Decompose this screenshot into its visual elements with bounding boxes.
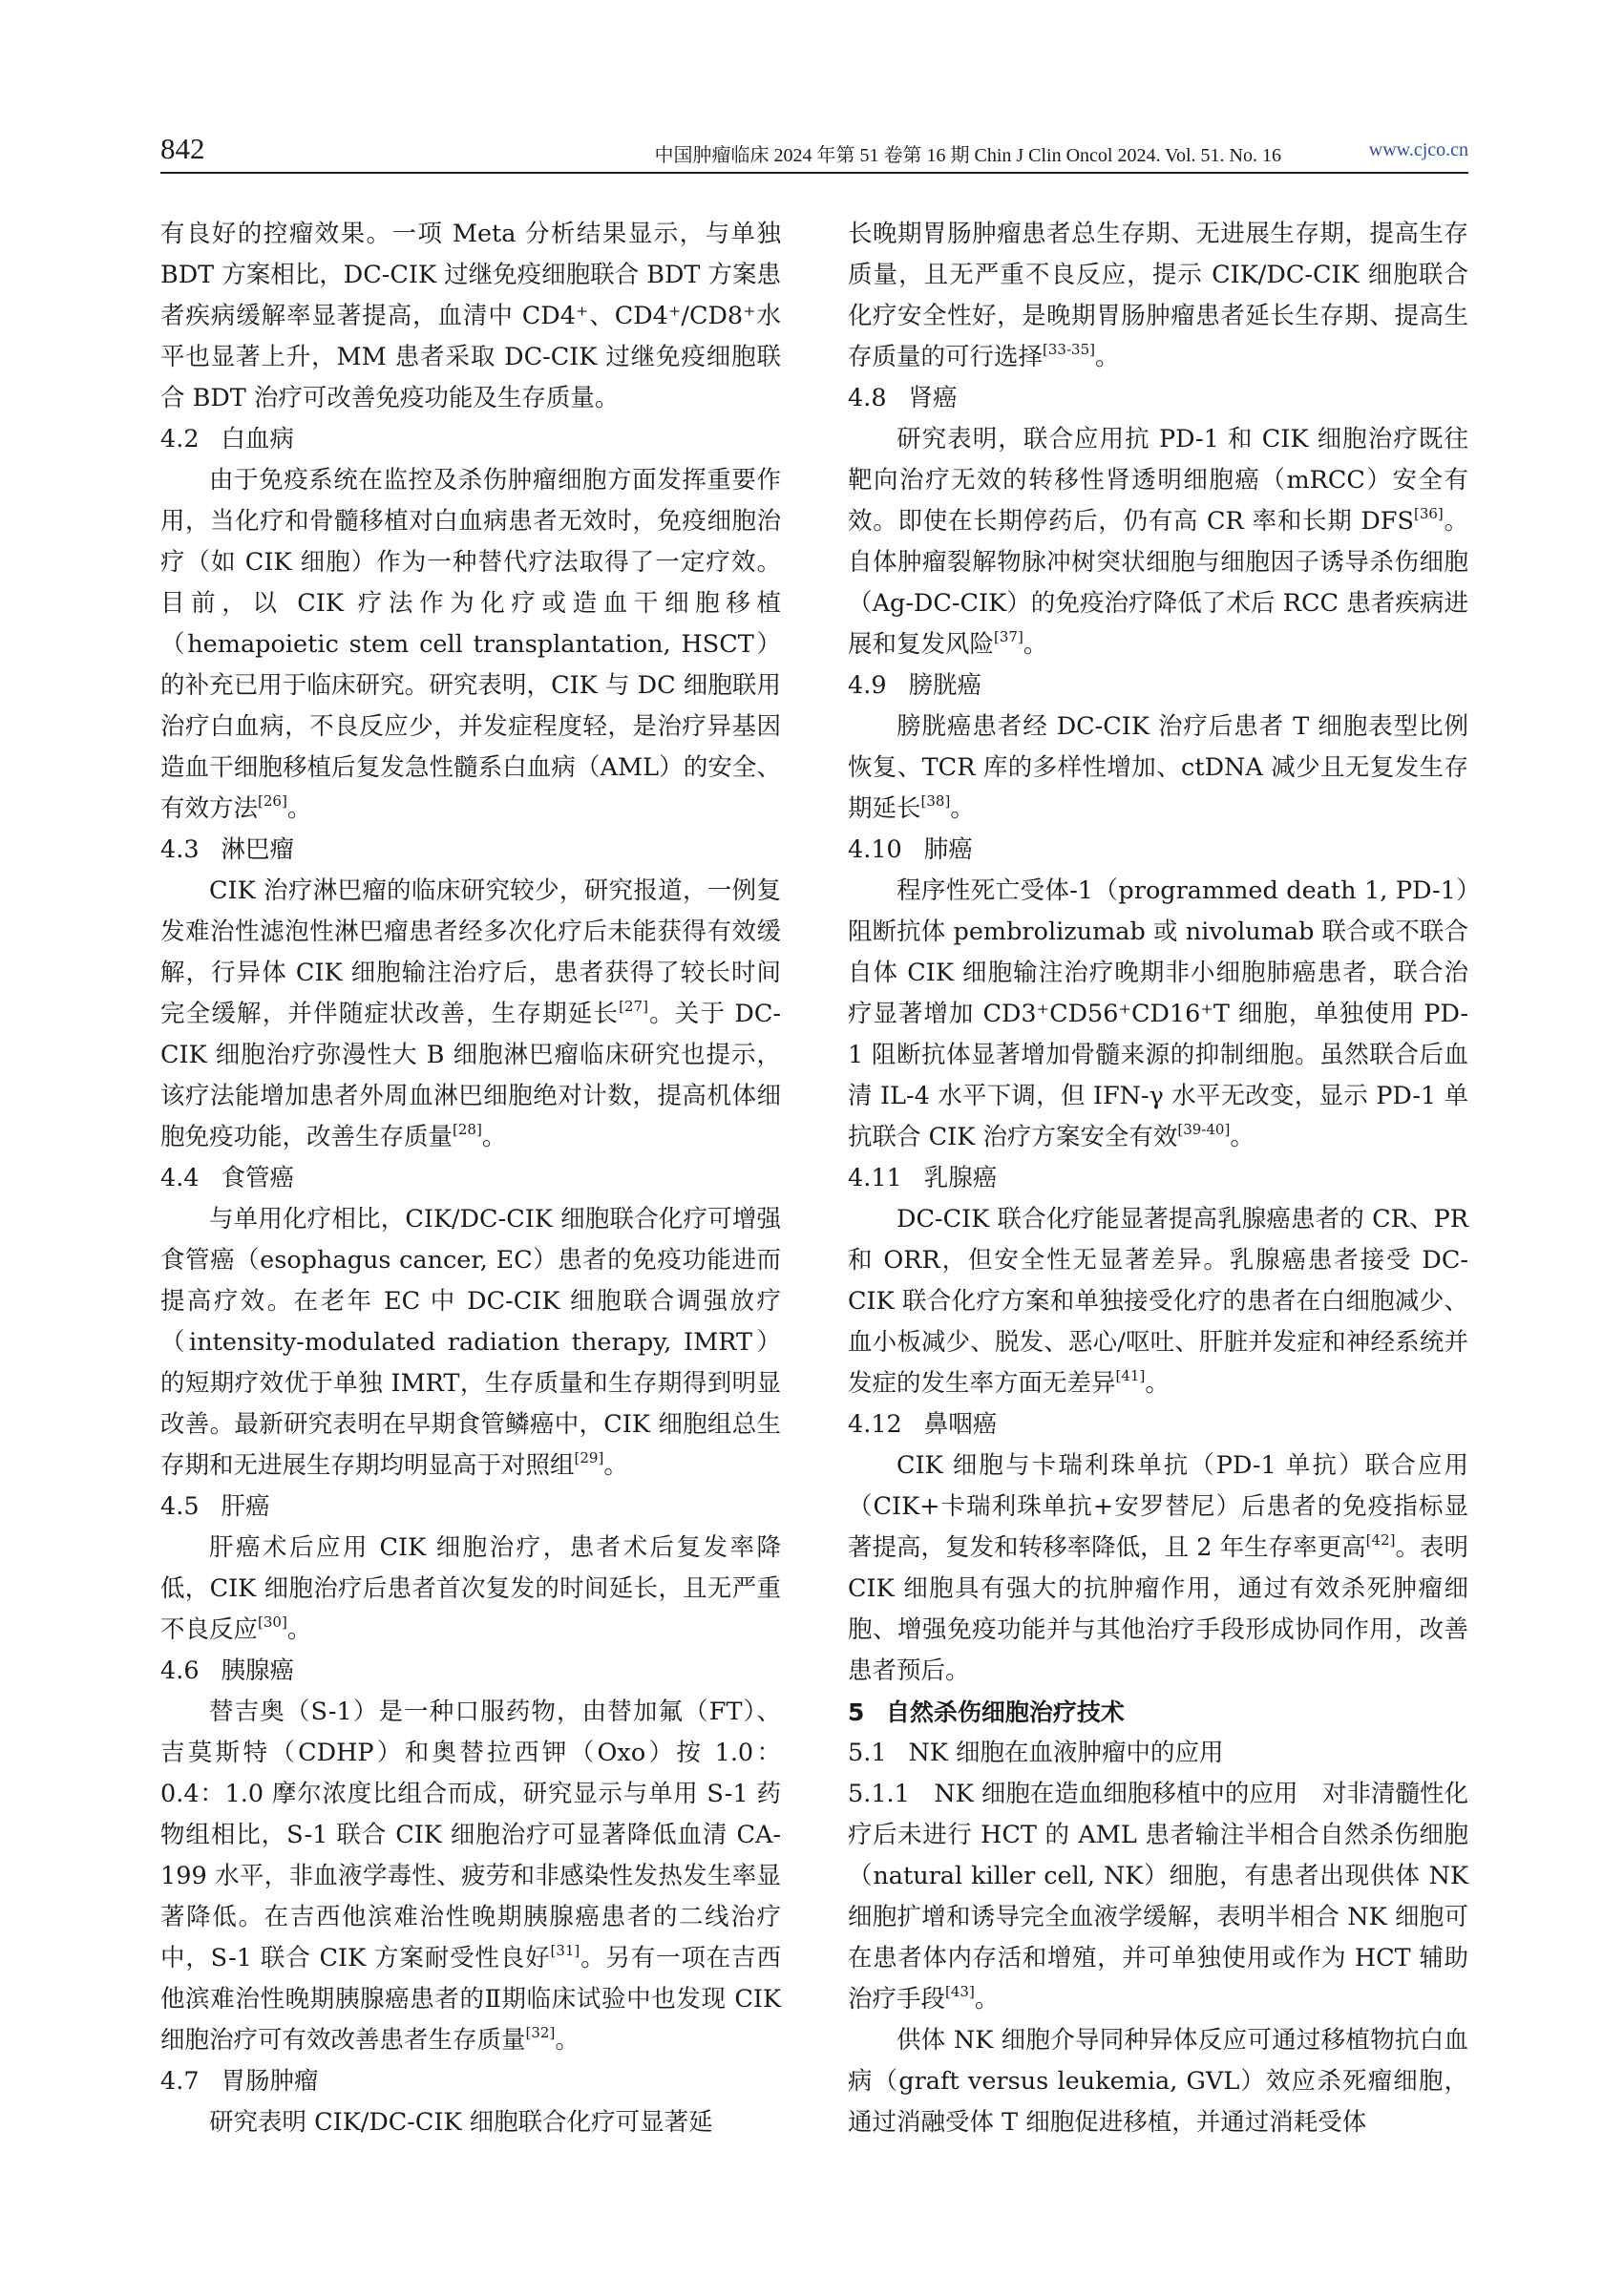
section-heading-4-10 (848, 830, 1468, 871)
section-number: 4.8 (848, 384, 887, 412)
section-title: 乳腺癌 (923, 1164, 998, 1192)
subsection-heading-5-1-1: 5.1.1 NK 细胞在造血细胞移植中的应用 (848, 1780, 1322, 1808)
citation-ref[interactable]: [32] (525, 2023, 556, 2041)
paragraph-text: 与单用化疗相比，CIK/DC-CIK 细胞联合化疗可增强食管癌（esophagus cancer, EC）患者的免疫功能进而提高疗效。在老年 EC 中 DC-CIK 细胞联合调强放疗（intensity-modulated radiation therapy, IMRT）的短期疗效优于单独 IMRT，生存质量和生存期得到明显改善。最新研究表明在早期食管鳞癌中，CIK 细胞组总生存期和无进展生存期均明显高于对照组 (160, 1205, 781, 1480)
section-heading-5 (848, 1692, 1468, 1733)
punctuation: 。 (481, 1123, 507, 1151)
section-number: 4.11 (848, 1164, 902, 1192)
paragraph-nk-hct (848, 1774, 1468, 2020)
paragraph-text: 膀胱癌患者经 DC-CIK 治疗后患者 T 细胞表型比例恢复、TCR 库的多样性增加、ctDNA 减少且无复发生存期延长 (848, 712, 1468, 823)
paragraph-text: 由于免疫系统在监控及杀伤肿瘤细胞方面发挥重要作用，当化疗和骨髓移植对白血病患者无效时，免疫细胞治疗（如 CIK 细胞）作为一种替代疗法取得了一定疗效。目前，以 CIK 疗法作为化疗或造血干细胞移植（hemapoietic stem cell transplantation, HSCT）的补充已用于临床研究。研究表明，CIK 与 DC 细胞联用治疗白血病，不良反应少，并发症程度轻，是治疗异基因造血干细胞移植后复发急性髓系白血病（AML）的安全、有效方法 (160, 466, 781, 823)
citation-ref[interactable]: [42] (1365, 1530, 1396, 1549)
section-heading-4-11 (848, 1158, 1468, 1199)
paragraph-nasopharyngeal (848, 1445, 1468, 1692)
paragraph-text: 。关于 DC-CIK 细胞治疗弥漫性大 B 细胞淋巴瘤临床研究也提示，该疗法能增加患者外周血淋巴细胞绝对计数，提高机体细胞免疫功能，改善生存质量 (160, 1000, 781, 1151)
section-title: 膀胱癌 (908, 671, 982, 700)
paragraph-text: DC-CIK 联合化疗能显著提高乳腺癌患者的 CR、PR 和 ORR，但安全性无显著差异。乳腺癌患者接受 DC-CIK 联合化疗方案和单独接受化疗的患者在白细胞减少、血小板减少、脱发、恶心/呕吐、肝脏并发症和神经系统并发症的发生率方面无差异 (848, 1205, 1468, 1398)
section-title: 胰腺癌 (221, 1656, 295, 1685)
citation-ref[interactable]: [37] (994, 627, 1023, 645)
section-title: 胃肠肿瘤 (221, 2067, 319, 2096)
citation-ref[interactable]: [28] (453, 1120, 482, 1138)
section-heading-4-8 (848, 378, 1468, 419)
section-number: 4.9 (848, 671, 887, 700)
section-title: 自然杀伤细胞治疗技术 (885, 1698, 1125, 1726)
paragraph-leukemia (160, 460, 781, 830)
citation-ref[interactable]: [26] (258, 791, 287, 810)
paragraph-lung (848, 871, 1468, 1158)
section-number: 5 (848, 1698, 865, 1726)
section-number: 4.5 (160, 1492, 200, 1521)
section-heading-4-6 (160, 1651, 781, 1692)
citation-ref[interactable]: [38] (920, 791, 951, 810)
citation-ref[interactable]: [36] (1413, 504, 1444, 522)
paragraph-gastrointestinal-start (160, 2102, 781, 2143)
section-heading-4-9 (848, 665, 1468, 707)
punctuation: 。 (286, 794, 312, 823)
citation-ref[interactable]: [29] (574, 1448, 604, 1466)
section-title: 白血病 (221, 425, 295, 453)
citation-ref[interactable]: [39-40] (1177, 1120, 1231, 1138)
section-title: NK 细胞在血液肿瘤中的应用 (908, 1739, 1224, 1767)
section-number: 4.3 (160, 835, 200, 864)
paragraph-text: 长晚期胃肠肿瘤患者总生存期、无进展生存期，提高生存质量，且无严重不良反应，提示 CIK/DC-CIK 细胞联合化疗安全性好，是晚期胃肠肿瘤患者延长生存期、提高生存质量的可行选择 (848, 220, 1468, 371)
paragraph-text: 。自体肿瘤裂解物脉冲树突状细胞与细胞因子诱导杀伤细胞（Ag-DC-CIK）的免疫治疗降低了术后 RCC 患者疾病进展和复发风险 (848, 507, 1468, 659)
paragraph-text: 对非清髓性化疗后未进行 HCT 的 AML 患者输注半相合自然杀伤细胞（natural killer cell, NK）细胞，有患者出现供体 NK 细胞扩增和诱导完全血液学缓解，表明半相合 NK 细胞可在患者体内存活和增殖，并可单独使用或作为 HCT 辅助治疗手段 (848, 1780, 1468, 2014)
section-heading-4-5 (160, 1487, 781, 1528)
paragraph-esophageal (160, 1199, 781, 1487)
section-title: 食管癌 (221, 1164, 295, 1192)
paragraph-text: 供体 NK 细胞介导同种异体反应可通过移植物抗白血病（graft versus leukemia, GVL）效应杀死瘤细胞，通过消融受体 T 细胞促进移植，并通过消耗受体 (848, 2026, 1468, 2137)
section-number: 5.1 (848, 1739, 887, 1767)
journal-citation: 中国肿瘤临床 2024 年第 51 卷第 16 期 Chin J Clin Oncol 2024. Vol. 51. No. 16 (654, 145, 1281, 166)
section-number: 4.10 (848, 835, 902, 864)
punctuation: 。 (555, 2026, 580, 2055)
section-title: 肺癌 (923, 835, 973, 864)
paragraph-liver (160, 1528, 781, 1651)
section-heading-4-12 (848, 1404, 1468, 1445)
section-heading-4-4 (160, 1158, 781, 1199)
left-column (160, 214, 781, 2143)
paragraph-breast (848, 1199, 1468, 1404)
section-number: 4.7 (160, 2067, 200, 2096)
paragraph-text: 研究表明，联合应用抗 PD-1 和 CIK 细胞治疗既往靶向治疗无效的转移性肾透明细胞癌（mRCC）安全有效。即使在长期停药后，仍有高 CR 率和长期 DFS (848, 425, 1468, 536)
punctuation: 。 (950, 794, 975, 823)
section-number: 4.6 (160, 1656, 200, 1685)
paragraph-pancreatic (160, 1692, 781, 2061)
punctuation: 。 (1145, 1369, 1170, 1398)
paragraph-kidney (848, 419, 1468, 665)
citation-ref[interactable]: [33-35] (1043, 340, 1095, 358)
paragraph-text: 有良好的控瘤效果。一项 Meta 分析结果显示，与单独 BDT 方案相比，DC-CIK 过继免疫细胞联合 BDT 方案患者疾病缓解率显著提高，血清中 CD4⁺、CD4⁺/CD8⁺水平也显著上升，MM 患者采取 DC-CIK 过继免疫细胞联合 BDT 治疗可改善免疫功能及生存质量。 (160, 220, 782, 412)
citation-ref[interactable]: [41] (1115, 1366, 1146, 1384)
right-column (848, 214, 1468, 2143)
section-number: 4.4 (160, 1164, 200, 1192)
section-heading-4-2 (160, 419, 781, 460)
paragraph-lymphoma (160, 871, 781, 1158)
citation-ref[interactable]: [27] (619, 997, 648, 1015)
section-heading-5-1 (848, 1733, 1468, 1774)
header-rule (160, 172, 1468, 174)
paragraph-bladder (848, 707, 1468, 830)
section-heading-4-3 (160, 830, 781, 871)
section-title: 肝癌 (221, 1492, 270, 1521)
section-number: 4.12 (848, 1410, 902, 1439)
paragraph-gastrointestinal-cont (848, 214, 1468, 378)
punctuation: 。 (974, 1985, 1000, 2014)
citation-ref[interactable]: [43] (945, 1982, 975, 2000)
punctuation: 。 (603, 1451, 628, 1480)
paragraph-text: CIK 细胞与卡瑞利珠单抗（PD-1 单抗）联合应用（CIK+卡瑞利珠单抗+安罗替尼）后患者的免疫指标显著提高，复发和转移率降低，且 2 年生存率更高 (848, 1451, 1468, 1562)
section-number: 4.2 (160, 425, 200, 453)
running-header (160, 128, 1468, 172)
page-number: 842 (160, 132, 205, 165)
paragraph-text: 程序性死亡受体-1（programmed death 1, PD-1）阻断抗体 pembrolizumab 或 nivolumab 联合或不联合自体 CIK 细胞输注治疗晚期非小细胞肺癌患者，联合治疗显著增加 CD3⁺CD56⁺CD16⁺T 细胞，单独使用 PD-1 阻断抗体显著增加骨髓来源的抑制细胞。虽然联合后血清 IL-4 水平下调，但 IFN-γ 水平无改变，显示 PD-1 单抗联合 CIK 治疗方案安全有效 (848, 876, 1468, 1151)
paragraph-text: 替吉奥（S-1）是一种口服药物，由替加氟（FT）、吉莫斯特（CDHP）和奥替拉西钾（Oxo）按 1.0：0.4：1.0 摩尔浓度比组合而成，研究显示与单用 S-1 药物组相比，S-1 联合 CIK 细胞治疗可显著降低血清 CA-199 水平，非血液学毒性、疲劳和非感染性发热发生率显著降低。在吉西他滨难治性晚期胰腺癌患者的二线治疗中，S-1 联合 CIK 方案耐受性良好 (160, 1698, 781, 1972)
paragraph-text: 。表明 CIK 细胞具有强大的抗肿瘤作用，通过有效杀死肿瘤细胞、增强免疫功能并与其他治疗手段形成协同作用，改善患者预后。 (848, 1533, 1468, 1685)
paragraph-text: 研究表明 CIK/DC-CIK 细胞联合化疗可显著延 (209, 2108, 713, 2137)
punctuation: 。 (1230, 1123, 1255, 1151)
section-heading-4-7 (160, 2061, 781, 2102)
paragraph-text: 肝癌术后应用 CIK 细胞治疗，患者术后复发率降低，CIK 细胞治疗后患者首次复发的时间延长，且无严重不良反应 (160, 1533, 781, 1644)
punctuation: 。 (1094, 343, 1120, 371)
punctuation: 。 (286, 1615, 312, 1644)
paragraph-text: 。另有一项在吉西他滨难治性晚期胰腺癌患者的Ⅱ期临床试验中也发现 CIK 细胞治疗可有效改善患者生存质量 (160, 1944, 781, 2055)
journal-url[interactable]: www.cjco.cn (1368, 139, 1468, 160)
punctuation: 。 (1023, 630, 1048, 659)
section-title: 淋巴瘤 (221, 835, 295, 864)
section-title: 鼻咽癌 (923, 1410, 998, 1439)
citation-ref[interactable]: [30] (258, 1613, 287, 1631)
citation-ref[interactable]: [31] (550, 1941, 580, 1959)
section-title: 肾癌 (908, 384, 958, 412)
paragraph-4-1-end (160, 214, 781, 419)
paragraph-nk-gvl (848, 2020, 1468, 2143)
paragraph-text: CIK 治疗淋巴瘤的临床研究较少，研究报道，一例复发难治性滤泡性淋巴瘤患者经多次化疗后未能获得有效缓解，行异体 CIK 细胞输注治疗后，患者获得了较长时间完全缓解，并伴随症状改善，生存期延长 (160, 876, 781, 1028)
